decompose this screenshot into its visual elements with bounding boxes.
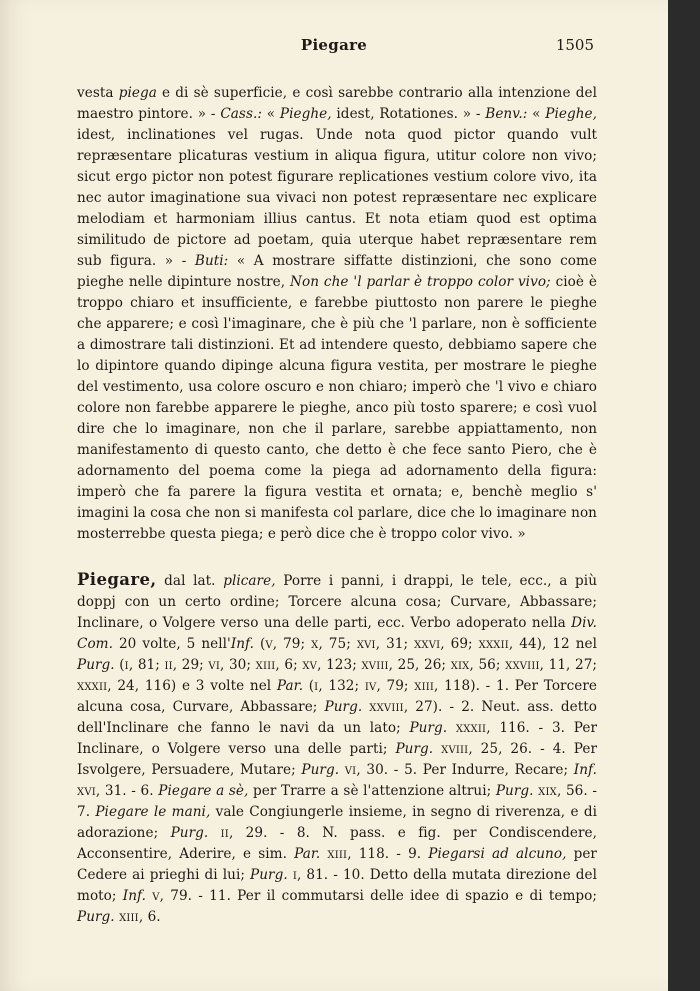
roman-numeral: xix: [450, 657, 470, 673]
text-run: «: [527, 106, 546, 122]
text-run: , 25, 26;: [388, 657, 451, 673]
text-run: , 132;: [318, 678, 365, 694]
italic-run: Purg.: [301, 762, 340, 778]
roman-numeral: xxxii: [77, 678, 108, 694]
text-run: , 118). - 1. Per Torcere alcuna cosa, Curvare, Abbassare;: [77, 678, 597, 715]
text-run: , 30;: [220, 657, 256, 673]
running-header: [0, 36, 668, 58]
paragraph-body: [77, 83, 597, 545]
roman-numeral: i: [314, 678, 319, 694]
italic-run: Purg.: [409, 720, 448, 736]
text-run: vesta: [77, 85, 119, 101]
text-run: 20 volte, 5 nell': [113, 636, 231, 652]
text-run: , 123;: [317, 657, 362, 673]
text-run: , 69;: [440, 636, 479, 652]
text-run: , 6;: [275, 657, 303, 673]
roman-numeral: xxvi: [414, 636, 441, 652]
roman-numeral: i: [124, 657, 129, 673]
commentary-paragraph: [77, 83, 597, 545]
text-run: , 79. - 11. Per il commutarsi delle idee di spazio e di tempo;: [159, 888, 597, 904]
text-run: idest, Rotationes. » -: [331, 106, 486, 122]
italic-run: Non che 'l parlar è troppo color vivo;: [290, 274, 551, 290]
text-run: idest, inclinationes vel rugas. Unde nota quod pictor quando vult repræsentare plicaturas vestium in aliqua figura, utitur colore non vivo; sicut ergo pictor non potest figurare replicationes vestium colore vivo, ita nec autor imaginatione sua vivaci non potest repræsentare nec explicare melodiam et harmoniam illius cantus. Et nota etiam quod est optima similitudo de pictore ad poetam, quia uterque habet repræsentare rem sub figura. » -: [77, 127, 597, 269]
roman-numeral: i: [292, 867, 297, 883]
text-run: (: [303, 678, 315, 694]
italic-run: Buti:: [194, 253, 229, 269]
roman-numeral: xviii: [361, 657, 389, 673]
roman-numeral: iv: [364, 678, 377, 694]
roman-numeral: xxviii: [369, 699, 404, 715]
italic-run: Purg.: [395, 741, 434, 757]
text-run: (: [254, 636, 266, 652]
text-run: (: [114, 657, 125, 673]
italic-run: Purg.: [77, 657, 115, 673]
roman-numeral: xiii: [119, 909, 139, 925]
text-run: , 79;: [272, 636, 312, 652]
roman-numeral: ii: [220, 825, 229, 841]
roman-numeral: ii: [164, 657, 173, 673]
text-run: e di sè superficie, e così sarebbe contrario alla intenzione del maestro pintore. » -: [77, 85, 598, 122]
roman-numeral: x: [311, 636, 319, 652]
text-run: « A mostrare siffatte distinzioni, che sono come pieghe nelle dipinture nostre,: [77, 253, 597, 290]
italic-run: Cass.:: [220, 106, 262, 122]
roman-numeral: xv: [302, 657, 318, 673]
roman-numeral: xiii: [255, 657, 276, 673]
italic-run: Piegare a sè,: [158, 783, 249, 799]
text-run: , 31;: [375, 636, 415, 652]
text-run: , 25, 26. - 4. Per Isvolgere, Persuadere, Mutare;: [77, 741, 597, 778]
italic-run: Purg.: [324, 699, 363, 715]
roman-numeral: xvi: [77, 783, 96, 799]
italic-run: Inf.: [573, 762, 597, 778]
text-run: Porre i panni, i drappi, le tele, ecc., a più doppj con un certo ordine; Torcere alcuna cosa; Curvare, Abbassare; Inclinare, o Volgere verso una delle parti, ecc. Verbo adoperato nella: [77, 573, 597, 631]
italic-run: Par.: [294, 846, 321, 862]
roman-numeral: xxxii: [478, 636, 509, 652]
text-run: , 79;: [376, 678, 415, 694]
text-run: , 29;: [172, 657, 209, 673]
roman-numeral: xiii: [414, 678, 435, 694]
text-run: , 11, 27;: [539, 657, 598, 673]
text-run: [447, 720, 456, 736]
text-run: , 75;: [318, 636, 357, 652]
italic-run: Pieghe,: [279, 106, 332, 122]
headword: Piegare,: [77, 570, 157, 589]
text-run: , 81;: [128, 657, 165, 673]
text-run: dal lat.: [156, 573, 224, 589]
text-run: [208, 825, 220, 841]
text-run: , 6.: [138, 909, 161, 925]
roman-numeral: xiii: [327, 846, 348, 862]
roman-numeral: vi: [208, 657, 220, 673]
text-run: , 118. - 9.: [347, 846, 429, 862]
roman-numeral: xviii: [441, 741, 469, 757]
italic-run: Benv.:: [485, 106, 528, 122]
roman-numeral: xxxii: [455, 720, 487, 736]
italic-run: Purg.: [250, 867, 288, 883]
text-run: per Trarre a sè l'attenzione altrui;: [248, 783, 496, 799]
text-run: , 81. - 10. Detto della mutata direzione del moto;: [77, 867, 598, 904]
text-run: , 29. - 8. N. pass. e fig. per Condiscendere, Acconsentire, Aderire, e sim.: [77, 825, 597, 862]
text-run: , 30. - 5. Per Indurre, Recare;: [356, 762, 574, 778]
running-title: Piegare: [300, 36, 368, 54]
text-run: , 24, 116) e 3 volte nel: [107, 678, 277, 694]
italic-run: Pieghe,: [545, 106, 597, 122]
italic-run: Piegarsi ad alcuno,: [428, 846, 567, 862]
roman-numeral: vi: [344, 762, 357, 778]
entry-body: [77, 569, 597, 928]
text-run: «: [262, 106, 280, 122]
italic-run: plicare,: [223, 573, 276, 589]
italic-run: Purg.: [77, 909, 115, 925]
scan-edge: [668, 0, 700, 991]
dictionary-entry-piegare: [77, 569, 597, 928]
roman-numeral: v: [152, 888, 160, 904]
text-run: vale Congiungerle insieme, in segno di riverenza, e di adorazione;: [77, 804, 597, 841]
text-run: , 116. - 3. Per Inclinare, o Volgere verso una delle parti;: [77, 720, 598, 757]
text-run: , 56;: [469, 657, 506, 673]
italic-run: Piegare le mani,: [95, 804, 211, 820]
italic-run: piega: [118, 85, 157, 101]
roman-numeral: v: [265, 636, 273, 652]
text-run: , 27). - 2. Neut. ass. detto dell'Inclinare che fanno le navi da un lato;: [77, 699, 597, 736]
text-run: [433, 741, 441, 757]
italic-run: Div. Com.: [77, 615, 597, 652]
roman-numeral: xix: [538, 783, 557, 799]
italic-run: Inf.: [122, 888, 146, 904]
italic-run: Inf.: [230, 636, 255, 652]
roman-numeral: xvi: [356, 636, 376, 652]
text-run: cioè è troppo chiaro et insufficiente, e farebbe piuttosto non parere le pieghe che apparere; e così l'imaginare, che è più che 'l parlare, non è sofficiente a dimostrare tali distinzioni. Et ad intendere questo, debbiamo sapere che lo dipintore quando dipinge alcuna figura vestita, per mostrare le pieghe del vestimento, usa colore oscuro e non chiaro; imperò che 'l vivo e chiaro colore non farebbe apparere le pieghe, anco più tosto sparere; e così vuol dire che lo imaginare, non che il parlare, sarebbe appiattamento, non manifestamento di questo canto, che detto è che fece santo Piero, che è adornamento del poema come la piega ad adornamento della figura: imperò che fa parere la figura vestita et ornata; e, benchè meglio s' imagini la cosa che non si manifesta col parlare, dice che lo imaginare non mosterrebbe questa piega; e però dice che è troppo color vivo. »: [77, 274, 598, 542]
text-run: , 44), 12 nel: [508, 636, 598, 652]
text-run: , 31. - 6.: [95, 783, 159, 799]
italic-run: Purg.: [495, 783, 534, 799]
italic-run: Purg.: [170, 825, 209, 841]
text-run: per Cedere ai prieghi di lui;: [77, 846, 597, 883]
roman-numeral: xxviii: [505, 657, 540, 673]
italic-run: Par.: [276, 678, 304, 694]
text-run: , 56. - 7.: [77, 783, 597, 820]
page-number: 1505: [555, 36, 594, 54]
